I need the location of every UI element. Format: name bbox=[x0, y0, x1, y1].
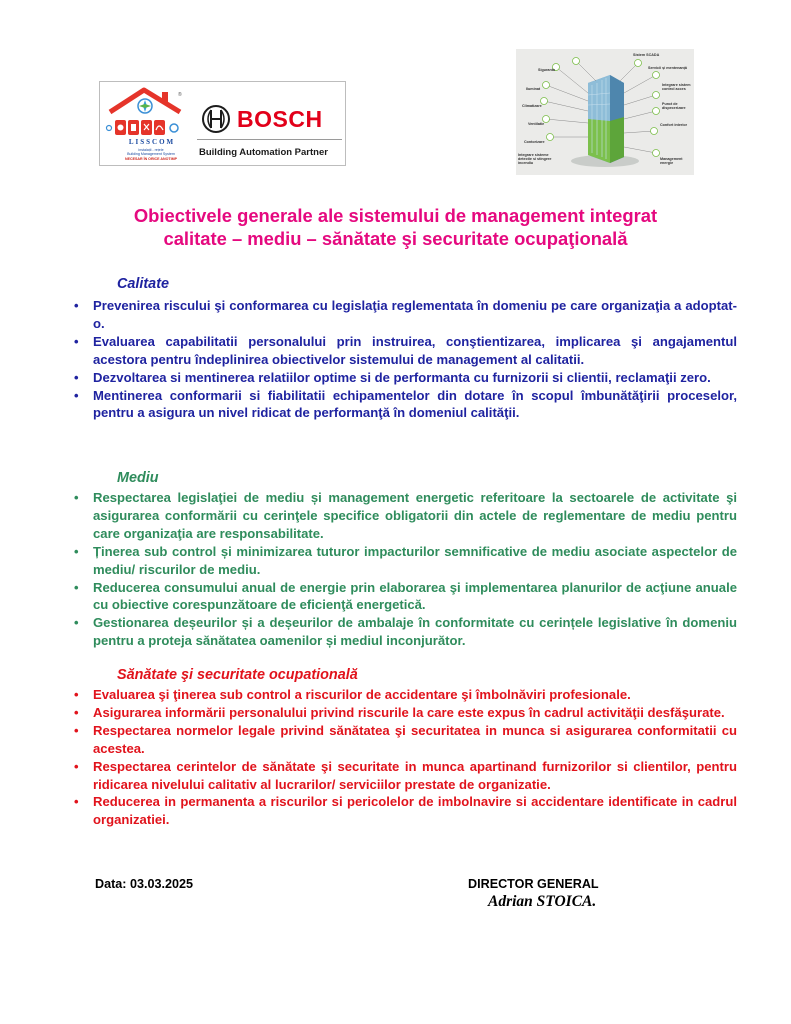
bullet-icon: • bbox=[74, 333, 79, 349]
lisscom-logo bbox=[104, 84, 186, 162]
illus-label: Management energie bbox=[660, 157, 683, 165]
document-date: Data: 03.03.2025 bbox=[95, 877, 194, 891]
illus-label: Sistem SCADA bbox=[633, 53, 660, 57]
list-item-text: Mentinerea conformarii si fiabilitatii echipamentelor din dotare în scopul îmbunătăţirii proceselor, pentru a asigura un nivel ridicat de performanţă în domeniul calităţii. bbox=[93, 387, 737, 421]
bosch-tagline: Building Automation Partner bbox=[199, 147, 328, 158]
list-item bbox=[70, 387, 737, 423]
document-title-line-1: Obiectivele generale ale sistemului de management integrat bbox=[133, 205, 658, 226]
lisscom-wordmark: LISSCOM bbox=[128, 138, 176, 146]
section-heading-calitate: Calitate bbox=[117, 276, 169, 292]
bullet-icon: • bbox=[74, 687, 79, 702]
bosch-divider bbox=[197, 139, 342, 140]
list-item-text: Dezvoltarea si mentinerea relatiilor optime si de performanta cu furnizorii si clientii, reclamaţii zero. bbox=[93, 369, 711, 385]
section-heading-mediu: Mediu bbox=[117, 470, 159, 486]
lisscom-sub-line-2: Building Management System bbox=[127, 152, 175, 157]
illus-label: Punct de dispecerizare bbox=[662, 102, 686, 110]
bullet-icon: • bbox=[74, 369, 79, 385]
section-heading-sanatate: Sănătate şi securitate ocupatională bbox=[117, 667, 358, 683]
bullet-icon: • bbox=[74, 615, 79, 631]
bosch-armature-icon bbox=[201, 104, 231, 134]
bullet-icon: • bbox=[74, 543, 79, 559]
illus-label: Contorizare bbox=[524, 140, 545, 144]
list-item bbox=[70, 686, 737, 704]
list-item bbox=[70, 333, 737, 369]
bullet-icon: • bbox=[74, 722, 79, 738]
bullet-icon: • bbox=[74, 758, 79, 774]
list-item bbox=[70, 579, 737, 615]
bullet-icon: • bbox=[74, 704, 79, 720]
list-item bbox=[70, 614, 737, 650]
signatory-role: DIRECTOR GENERAL bbox=[468, 877, 599, 891]
list-item-text: Ținerea sub control și minimizarea tuturor impacturilor semnificative de mediu asociate aspectelor de mediu/ riscurilor de mediu. bbox=[93, 543, 737, 577]
bullet-icon: • bbox=[74, 387, 79, 403]
list-item-text: Respectarea legislaţiei de mediu și management energetic referitoare la sectoarele de activitate şi asigurarea conformării cu cerinţele specifice obligatorii din actele de reglementare de mediu pentru care organizaţia are responsabilitate. bbox=[93, 490, 737, 541]
list-item-text: Reducerea consumului anual de energie prin elaborarea şi implementarea planurilor de acţiune anuale cu obiective corespunzătoare de eficienţă energetică. bbox=[93, 579, 737, 613]
list-item bbox=[70, 369, 737, 387]
list-item bbox=[70, 489, 737, 543]
list-item bbox=[70, 793, 737, 829]
illus-label: Confort interior bbox=[660, 123, 688, 127]
list-item bbox=[70, 722, 737, 758]
illus-label: Climatizare bbox=[522, 104, 542, 108]
list-item-text: Gestionarea deșeurilor și a deșeurilor de ambalaje în conformitate cu cerințele legislative în domeniu pentru a proteja sănătatea oamenilor și mediul inconjurător. bbox=[93, 615, 737, 649]
mediu-list bbox=[70, 489, 737, 650]
list-item-text: Respectarea normelor legale privind sănătatea şi securitatea in munca si asigurarea conformitatii cu acestea. bbox=[93, 722, 737, 756]
bullet-icon: • bbox=[74, 579, 79, 595]
bosch-logo bbox=[197, 104, 342, 162]
list-item bbox=[70, 543, 737, 579]
bullet-icon: • bbox=[74, 490, 79, 505]
list-item-text: Prevenirea riscului şi conformarea cu legislaţia reglementata în domeniu pe care organizaţia a adoptat-o. bbox=[93, 298, 737, 331]
illus-label: Integrare sisteme detectie si stingere incendiu bbox=[518, 153, 552, 165]
list-item-text: Respectarea cerintelor de sănătate şi securitate in munca apartinand furnizorilor si clientilor, pentru ridicarea nivelului calitativ al lucrarilor/ serviciilor prestate de organizatie. bbox=[93, 758, 737, 792]
bullet-icon: • bbox=[74, 794, 79, 810]
sanatate-list bbox=[70, 686, 737, 829]
lisscom-slogan: NECESAR ÎN ORICE ANOTIMP bbox=[125, 156, 177, 161]
signatory-name: Adrian STOICA. bbox=[488, 893, 597, 910]
list-item bbox=[70, 297, 737, 333]
list-item-text: Evaluarea şi ţinerea sub control a riscurilor de accidentare şi îmbolnăviri profesionale. bbox=[93, 687, 631, 702]
list-item-text: Evaluarea capabilitatii personalului prin instruirea, conştientizarea, implicarea şi angajamentul acestora pentru îndeplinirea obiectivelor sistemului de management al calitatii. bbox=[93, 333, 737, 367]
house-icon bbox=[104, 84, 186, 140]
document-title-line-2: calitate – mediu – sănătate şi securitate ocupaţională bbox=[163, 228, 628, 249]
list-item-text: Asigurarea informării personalului privind riscurile la care este expus în cadrul activităţii desfăşurate. bbox=[93, 704, 725, 720]
smart-building-illustration bbox=[516, 49, 694, 175]
list-item-text: Reducerea in permanenta a riscurilor si pericolelor de imbolnavire si accidentare identificate in cadrul organizatiei. bbox=[93, 794, 737, 828]
illus-label: Servicii și mentenanță bbox=[648, 66, 687, 70]
lisscom-sub-line: instalații - rețele bbox=[138, 148, 164, 152]
calitate-list bbox=[70, 297, 737, 422]
illus-label: Integrare sistem control acces bbox=[662, 83, 691, 91]
illus-label: Iluminat bbox=[526, 87, 541, 91]
bullet-icon: • bbox=[74, 298, 79, 313]
svg-text:®: ® bbox=[178, 92, 182, 98]
bosch-wordmark: BOSCH bbox=[237, 106, 323, 132]
list-item bbox=[70, 704, 737, 722]
list-item bbox=[70, 758, 737, 794]
illus-label: Siguranta bbox=[538, 68, 556, 72]
partner-logos-banner bbox=[99, 81, 346, 166]
illus-label: Ventilatie bbox=[528, 122, 545, 126]
lisscom-subtitle bbox=[110, 148, 192, 161]
